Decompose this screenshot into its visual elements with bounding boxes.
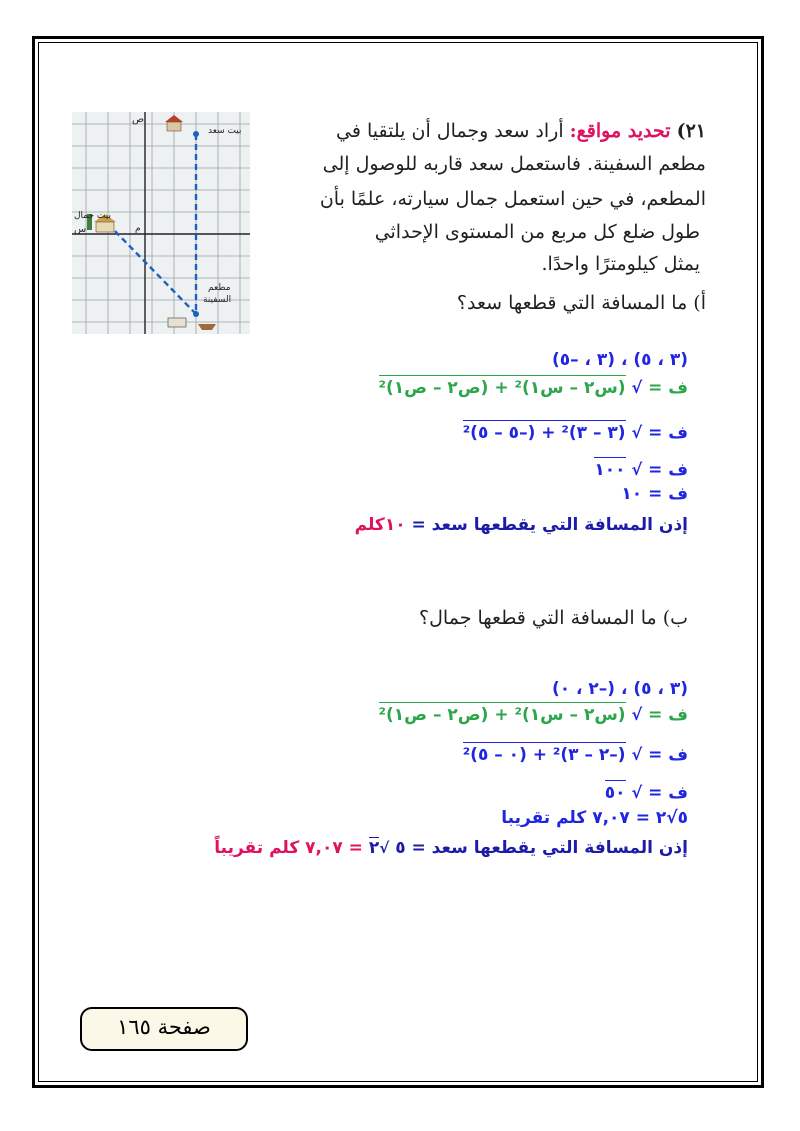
part-a-conclusion-value: ١٠كلم xyxy=(354,515,406,535)
part-a-formula: (س٢ – س١)² + (ص٢ – ص١)² xyxy=(379,375,626,398)
sqrt-icon: √ xyxy=(631,460,643,479)
saad-house-point xyxy=(193,131,199,137)
restaurant-label-2: السفينة xyxy=(203,295,232,305)
part-a-sub-line xyxy=(463,423,688,443)
problem-title: تحديد مواقع: xyxy=(569,120,671,142)
problem-line-3: المطعم، في حين استعمل جمال سيارته، علمًا بأن xyxy=(319,188,706,210)
part-b-approx-sqrt: ٥√٢ xyxy=(655,808,688,828)
saad-house-label: بيت سعد xyxy=(208,126,242,136)
sqrt-icon: √ xyxy=(631,745,643,764)
coordinate-graph xyxy=(72,112,250,334)
part-a-conclusion-prefix: إذن المسافة التي يقطعها سعد = xyxy=(411,515,688,535)
page-number-box xyxy=(80,1007,248,1051)
part-a-sqrt-f-label: ف = xyxy=(648,460,688,480)
part-b-conclusion-prefix: إذن المسافة التي يقطعها سعد = ٥ xyxy=(395,838,688,858)
sqrt-icon: √ xyxy=(631,423,643,442)
part-a-sub-f-label: ف = xyxy=(648,423,688,443)
ship-icon xyxy=(168,318,216,330)
problem-line-2: مطعم السفينة. فاستعمل سعد قاربه للوصول إلى xyxy=(322,153,706,175)
problem-line-1 xyxy=(336,120,706,142)
part-b-formula: (س٢ – س١)² + (ص٢ – ص١)² xyxy=(379,702,626,725)
part-a-formula-line xyxy=(379,378,688,398)
sqrt-icon: √ xyxy=(631,705,643,724)
part-a-points: (٣ ، ٥) ، (٣ ، –٥) xyxy=(551,350,688,370)
page-number: صفحة ١٦٥ xyxy=(117,1015,211,1039)
part-a-result: ف = ١٠ xyxy=(621,484,688,504)
part-a-sqrt-line xyxy=(594,460,688,480)
sqrt-icon: √ xyxy=(631,378,643,397)
problem-number: ٢١) xyxy=(676,120,706,142)
problem-line-5: يمثل كيلومترًا واحدًا. xyxy=(541,253,700,275)
jamal-house-label: بيت جمال xyxy=(74,211,111,221)
part-b-approx-line xyxy=(501,808,688,828)
part-a-question: أ) ما المسافة التي قطعها سعد؟ xyxy=(456,292,706,314)
part-b-points: (٣ ، ٥) ، (–٢ ، ٠) xyxy=(551,679,688,699)
sqrt-icon: √ xyxy=(631,783,643,802)
part-b-conclusion-root: ٢ xyxy=(368,838,380,858)
part-a-f-label: ف = xyxy=(648,378,688,398)
origin-label: م xyxy=(135,224,141,234)
part-b-substitution: (–٢ – ٣)² + (٠ – ٥)² xyxy=(463,742,626,765)
part-b-sqrt-line xyxy=(605,783,688,803)
restaurant-point xyxy=(193,311,199,317)
y-axis-label: ص xyxy=(132,114,145,125)
part-a-conclusion xyxy=(355,515,688,535)
part-b-conclusion xyxy=(214,838,688,858)
part-b-sqrt-value: ٥٠ xyxy=(605,780,626,803)
problem-text-1: أراد سعد وجمال أن يلتقيا في xyxy=(336,120,564,142)
part-b-sqrt-f-label: ف = xyxy=(648,783,688,803)
part-b-approx-text: = ٧,٠٧ كلم تقريبا xyxy=(501,808,650,828)
part-b-f-label: ف = xyxy=(648,705,688,725)
graph-svg xyxy=(72,112,250,334)
part-b-sub-line xyxy=(463,745,688,765)
part-b-question: ب) ما المسافة التي قطعها جمال؟ xyxy=(419,607,688,629)
saad-house-icon xyxy=(165,115,183,131)
part-b-conclusion-value: = ٧,٠٧ كلم تقريباً xyxy=(214,838,363,858)
part-b-sub-f-label: ف = xyxy=(648,745,688,765)
part-a-sqrt-value: ١٠٠ xyxy=(594,457,625,480)
part-a-substitution: (٣ – ٣)² + (–٥ – ٥)² xyxy=(463,420,626,443)
part-b-formula-line xyxy=(379,705,688,725)
restaurant-label-1: مطعم xyxy=(208,283,231,293)
sqrt-icon: √ xyxy=(379,839,390,857)
problem-line-4: طول ضلع كل مربع من المستوى الإحداثي xyxy=(374,221,700,243)
x-axis-label: س xyxy=(74,224,87,235)
